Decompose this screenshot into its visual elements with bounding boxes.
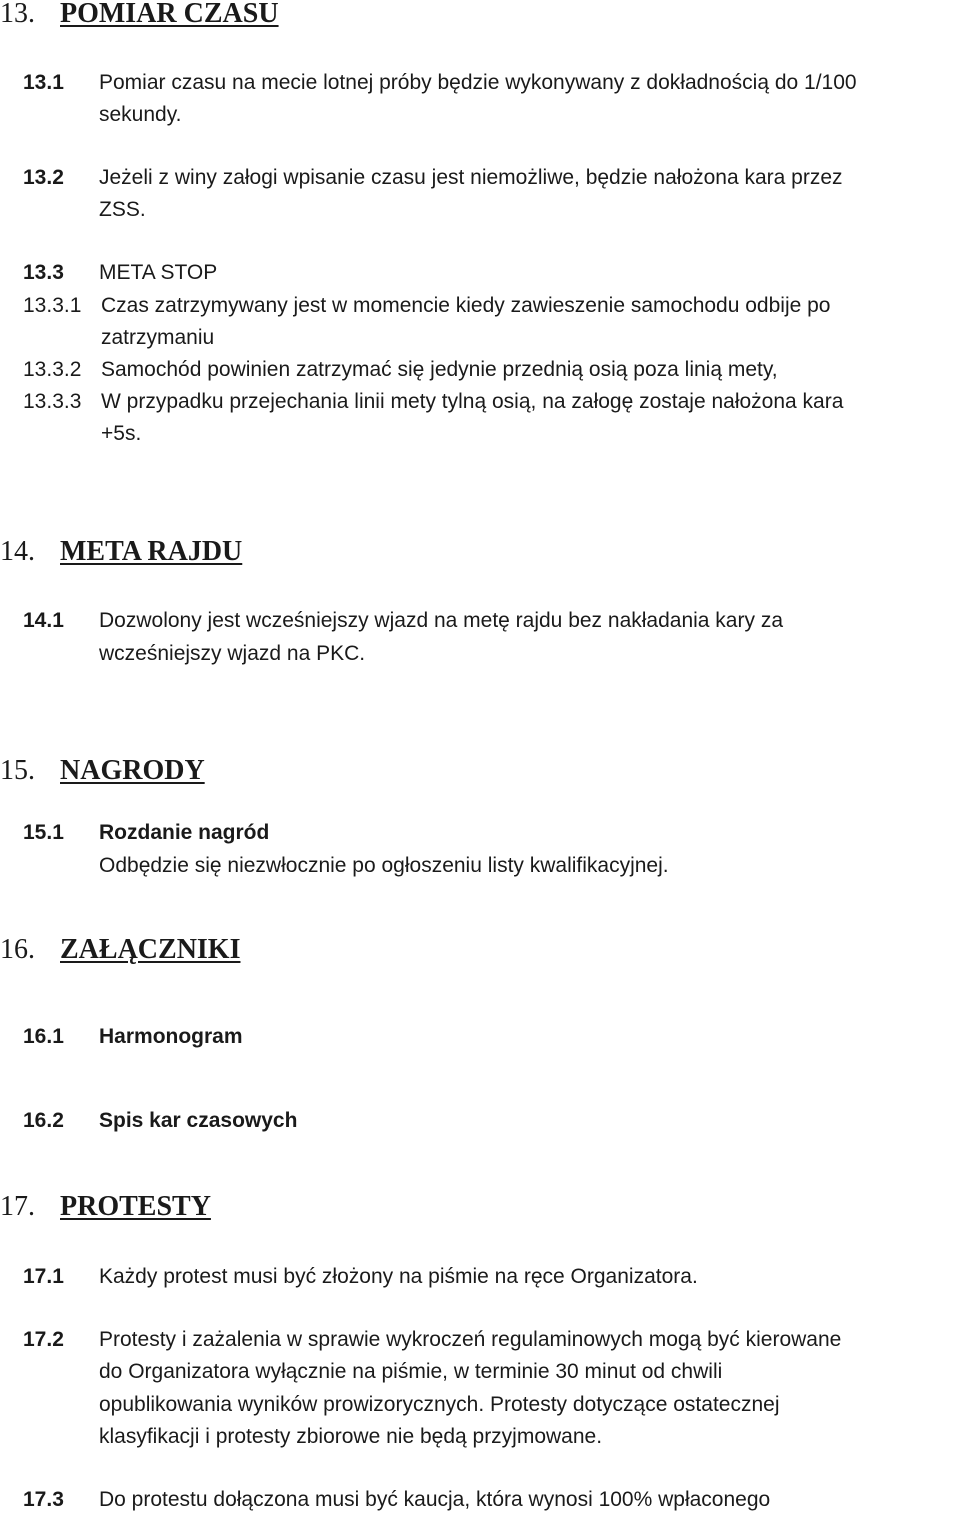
item-text-line: Do protestu dołączona musi być kaucja, która wynosi 100% wpłaconego [99, 1488, 771, 1511]
section-number: 17. [0, 1191, 35, 1222]
attachment-title: Spis kar czasowych [99, 1109, 298, 1132]
item-number: 16.1 [23, 1025, 64, 1048]
section-14-heading [0, 535, 242, 569]
item-number: 17.3 [23, 1488, 64, 1511]
item-text-line: Dozwolony jest wcześniejszy wjazd na metę rajdu bez nakładania kary za [99, 609, 783, 632]
item-number: 13.3.1 [23, 294, 82, 317]
item-text-line: +5s. [101, 422, 142, 445]
item-number: 13.1 [23, 71, 64, 94]
attachment-title: Harmonogram [99, 1025, 243, 1048]
section-number: 13. [0, 0, 35, 29]
item-text-line: ZSS. [99, 198, 146, 221]
section-number: 16. [0, 934, 35, 965]
item-text-line: zatrzymaniu [101, 326, 215, 349]
subsection-title: META STOP [99, 261, 218, 284]
item-number: 15.1 [23, 821, 64, 844]
item-text-line: do Organizatora wyłącznie na piśmie, w terminie 30 minut od chwili [99, 1360, 723, 1383]
item-number: 17.2 [23, 1328, 64, 1351]
item-text-line: Jeżeli z winy załogi wpisanie czasu jest niemożliwe, będzie nałożona kara przez [99, 166, 843, 189]
item-number: 17.1 [23, 1265, 64, 1288]
section-13-heading [0, 0, 279, 31]
subsection-title: Rozdanie nagród [99, 821, 270, 844]
item-text-line: Czas zatrzymywany jest w momencie kiedy zawieszenie samochodu odbije po [101, 294, 831, 317]
item-text-line: opublikowania wyników prowizorycznych. Protesty dotyczące ostatecznej [99, 1393, 780, 1416]
item-text-line: Samochód powinien zatrzymać się jedynie przednią osią poza linią mety, [101, 358, 778, 381]
section-16-heading [0, 933, 240, 967]
section-17-heading [0, 1190, 211, 1224]
item-text-line: Każdy protest musi być złożony na piśmie na ręce Organizatora. [99, 1265, 698, 1288]
section-number: 15. [0, 755, 35, 786]
item-text-line: wcześniejszy wjazd na PKC. [99, 642, 366, 665]
section-title: ZAŁĄCZNIKI [60, 934, 241, 965]
section-title: POMIAR CZASU [60, 0, 279, 29]
item-number: 16.2 [23, 1109, 64, 1132]
item-number: 13.3.2 [23, 358, 82, 381]
section-number: 14. [0, 536, 35, 567]
item-number: 14.1 [23, 609, 64, 632]
section-title: META RAJDU [60, 536, 243, 567]
item-text-line: Protesty i zażalenia w sprawie wykroczeń regulaminowych mogą być kierowane [99, 1328, 842, 1351]
item-number: 13.3.3 [23, 390, 82, 413]
item-text-line: sekundy. [99, 103, 182, 126]
section-15-heading [0, 754, 205, 788]
section-title: NAGRODY [60, 755, 205, 786]
item-text-line: Pomiar czasu na mecie lotnej próby będzie wykonywany z dokładnością do 1/100 [99, 71, 857, 94]
item-text-line: klasyfikacji i protesty zbiorowe nie będą przyjmowane. [99, 1425, 603, 1448]
item-text-line: Odbędzie się niezwłocznie po ogłoszeniu listy kwalifikacyjnej. [99, 854, 669, 877]
section-title: PROTESTY [60, 1191, 211, 1222]
item-number: 13.3 [23, 261, 64, 284]
item-number: 13.2 [23, 166, 64, 189]
item-text-line: W przypadku przejechania linii mety tylną osią, na załogę zostaje nałożona kara [101, 390, 844, 413]
